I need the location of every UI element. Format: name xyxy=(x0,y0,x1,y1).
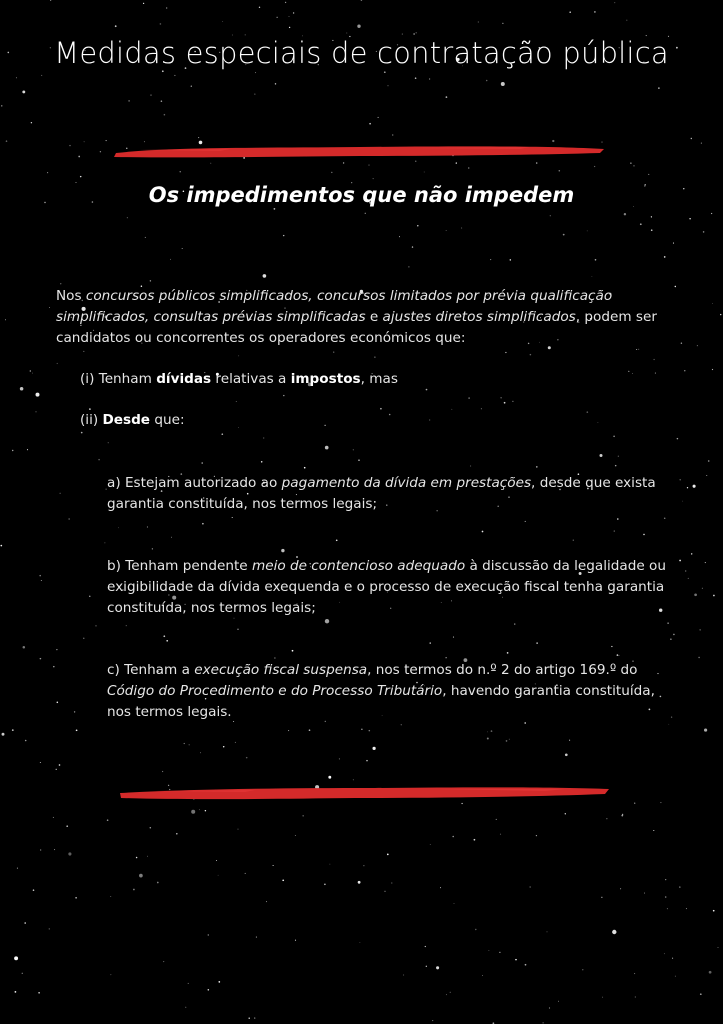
page-title: Medidas especiais de contratação pública xyxy=(54,36,669,70)
sub-item-a: a) Estejam autorizado ao pagamento da dívida em prestações, desde que exista garantia constituída, nos termos legais; xyxy=(107,475,656,512)
sub-item-b: b) Tenham pendente meio de contencioso adequado à discussão da legalidade ou exigibilidade da dívida exequenda e o processo de execução fiscal tenha garantia constituída, nos termos legais; xyxy=(107,558,666,616)
red-brush-stroke-top xyxy=(110,141,610,163)
item-ii: (ii) Desde que: xyxy=(80,412,185,428)
item-i: (i) Tenham dívidas relativas a impostos, mas xyxy=(80,371,398,387)
intro-paragraph: Nos concursos públicos simplificados, concursos limitados por prévia qualificação simplificados, consultas prévias simplificadas e ajustes diretos simplificados, podem ser candidatos ou concorrentes os operadores económicos que: xyxy=(56,288,657,346)
sub-item-c: c) Tenham a execução fiscal suspensa, nos termos do n.º 2 do artigo 169.º do Código do Procedimento e do Processo Tributário, havendo garantia constituída, nos termos legais. xyxy=(107,662,655,720)
page-subtitle: Os impedimentos que não impedem xyxy=(148,183,575,207)
red-brush-stroke-bottom xyxy=(115,783,615,805)
